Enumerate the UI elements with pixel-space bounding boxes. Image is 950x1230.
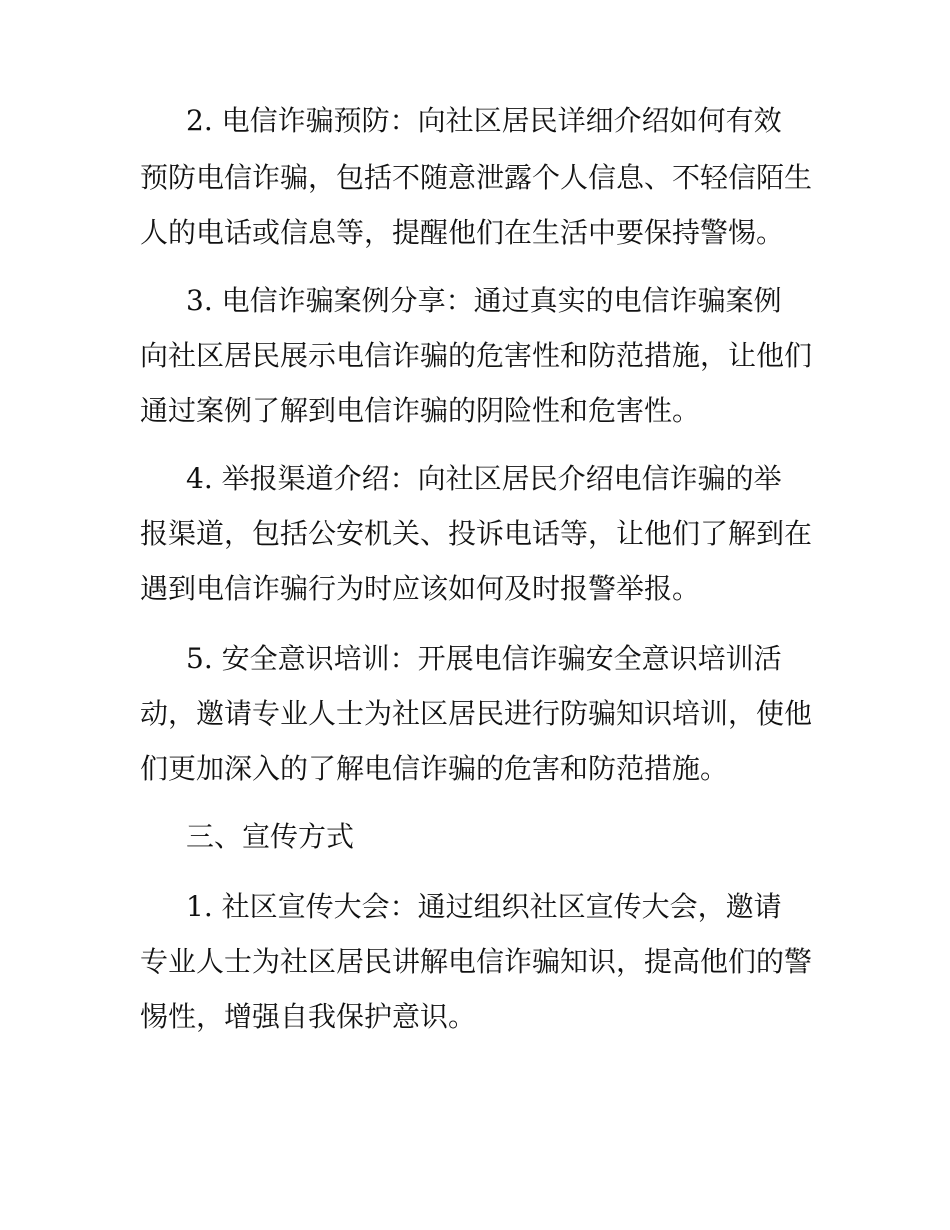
promo-item-1-line-3: 惕性，增强自我保护意识。: [140, 1000, 477, 1033]
item-5-line-1: 5. 安全意识培训：开展电信诈骗安全意识培训活: [186, 642, 782, 675]
item-3-line-2: 向社区居民展示电信诈骗的危害性和防范措施，让他们: [140, 339, 813, 372]
item-5-line-3: 们更加深入的了解电信诈骗的危害和防范措施。: [140, 752, 729, 785]
item-4-line-3: 遇到电信诈骗行为时应该如何及时报警举报。: [140, 572, 701, 605]
item-3-line-1: 3. 电信诈骗案例分享：通过真实的电信诈骗案例: [186, 284, 782, 317]
item-3-line-3: 通过案例了解到电信诈骗的阴险性和危害性。: [140, 394, 701, 427]
item-5-line-2: 动，邀请专业人士为社区居民进行防骗知识培训，使他: [140, 697, 813, 730]
item-4-line-1: 4. 举报渠道介绍：向社区居民介绍电信诈骗的举: [186, 462, 782, 495]
promo-item-1-line-1: 1. 社区宣传大会：通过组织社区宣传大会，邀请: [186, 890, 782, 923]
item-2-line-2: 预防电信诈骗，包括不随意泄露个人信息、不轻信陌生: [140, 161, 813, 194]
item-4-line-2: 报渠道，包括公安机关、投诉电话等，让他们了解到在: [140, 517, 813, 550]
section-heading: 三、宣传方式: [186, 820, 355, 853]
promo-item-1-line-2: 专业人士为社区居民讲解电信诈骗知识，提高他们的警: [140, 945, 813, 978]
item-2-line-1: 2. 电信诈骗预防：向社区居民详细介绍如何有效: [186, 104, 782, 137]
item-2-line-3: 人的电话或信息等，提醒他们在生活中要保持警惕。: [140, 216, 785, 249]
